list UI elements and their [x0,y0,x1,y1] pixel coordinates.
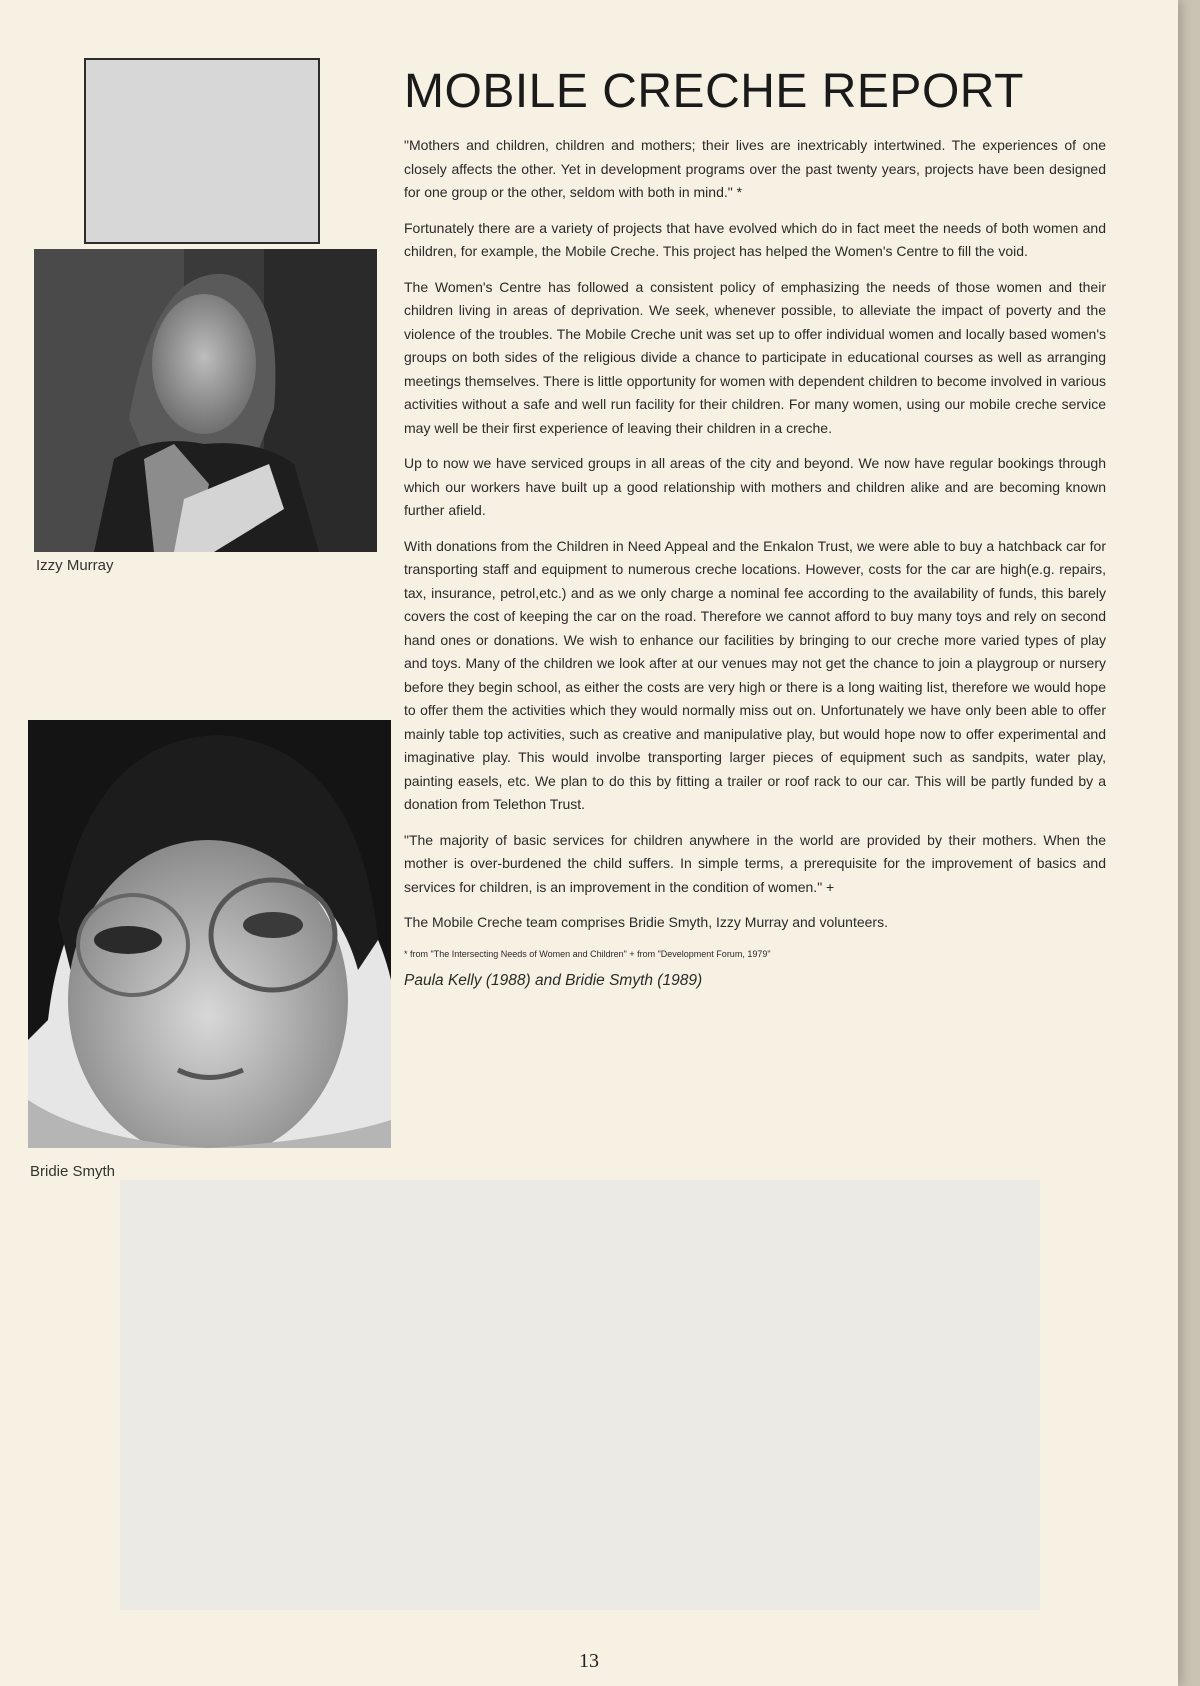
page-number: 13 [579,1650,599,1672]
paragraph: With donations from the Children in Need Appeal and the Enkalon Trust, we were able to buy a hatchback car for transporting staff and equipment to numerous creche locations. However, costs for the car are high(e.g. repairs, tax, insurance, petrol,etc.) and as we only charge a nominal fee according to the availability of funds, this barely covers the cost of keeping the car on the road. Therefore we cannot afford to buy many toys and rely on second hand ones or donations. We wish to enhance our facilities by bringing to our creche more varied types of play and toys. Many of the children we look after at our venues may not get the chance to join a playgroup or nursery before they begin school, as either the costs are very high or there is a long waiting list, therefore we would hope to offer them the activities which they would normally miss out on. Unfortunately we have only been able to offer mainly table top activities, such as creative and manipulative play, but would hope now to offer experimental and imaginative play. This would involbe transporting larger pieces of equipment such as sandpits, water play, painting easels, etc. We plan to do this by fitting a trailer or roof rack to our car. This will be partly funded by a donation from Telethon Trust. [404,537,1106,812]
article-body [404,134,1106,1004]
blank-photo-placeholder [84,58,320,244]
photo-bridie-smyth [28,720,391,1148]
footnote: * from "The Intersecting Needs of Women and Children" + from "Development Forum, 1979" [404,948,771,959]
paragraph: Fortunately there are a variety of projects that have evolved which do in fact meet the needs of both women and children, for example, the Mobile Creche. This project has helped the Women's Centre to fill the void. [404,219,1106,259]
paragraph: "Mothers and children, children and mothers; their lives are inextricably intertwined. The experiences of one closely affects the other. Yet in development programs over the past twenty years, projects have been designed for one group or the other, seldom with both in mind." * [404,137,1106,200]
photo-caption: Bridie Smyth [30,1163,116,1180]
paragraph: Up to now we have serviced groups in all areas of the city and beyond. We now have regular bookings through which our workers have built up a good relationship with mothers and children alike and are becoming known further afield. [404,455,1106,518]
photo-izzy-murray [34,249,377,552]
paragraph: The Mobile Creche team comprises Bridie Smyth, Izzy Murray and volunteers. [404,914,888,930]
author-signature: Paula Kelly (1988) and Bridie Smyth (1989) [404,971,703,989]
show-through-background [120,1180,1040,1610]
paragraph: "The majority of basic services for children anywhere in the world are provided by their mothers. When the mother is over-burdened the child suffers. In simple terms, a prerequisite for the improvement of basics and services for children, is an improvement in the condition of women." + [404,831,1106,895]
photo-caption: Izzy Murray [36,557,114,574]
paragraph: The Women's Centre has followed a consistent policy of emphasizing the needs of those women and their children living in areas of deprivation. We seek, whenever possible, to alleviate the impact of poverty and the violence of the troubles. The Mobile Creche unit was set up to offer individual women and locally based women's groups on both sides of the religious divide a chance to participate in educational courses as well as arranging meetings themselves. There is little opportunity for women with dependent children to become involved in various activities without a safe and well run facility for their children. For many women, using our mobile creche service may well be their first experience of leaving their children in a creche. [404,278,1106,436]
page-title: MOBILE CRECHE REPORT [404,65,1024,118]
